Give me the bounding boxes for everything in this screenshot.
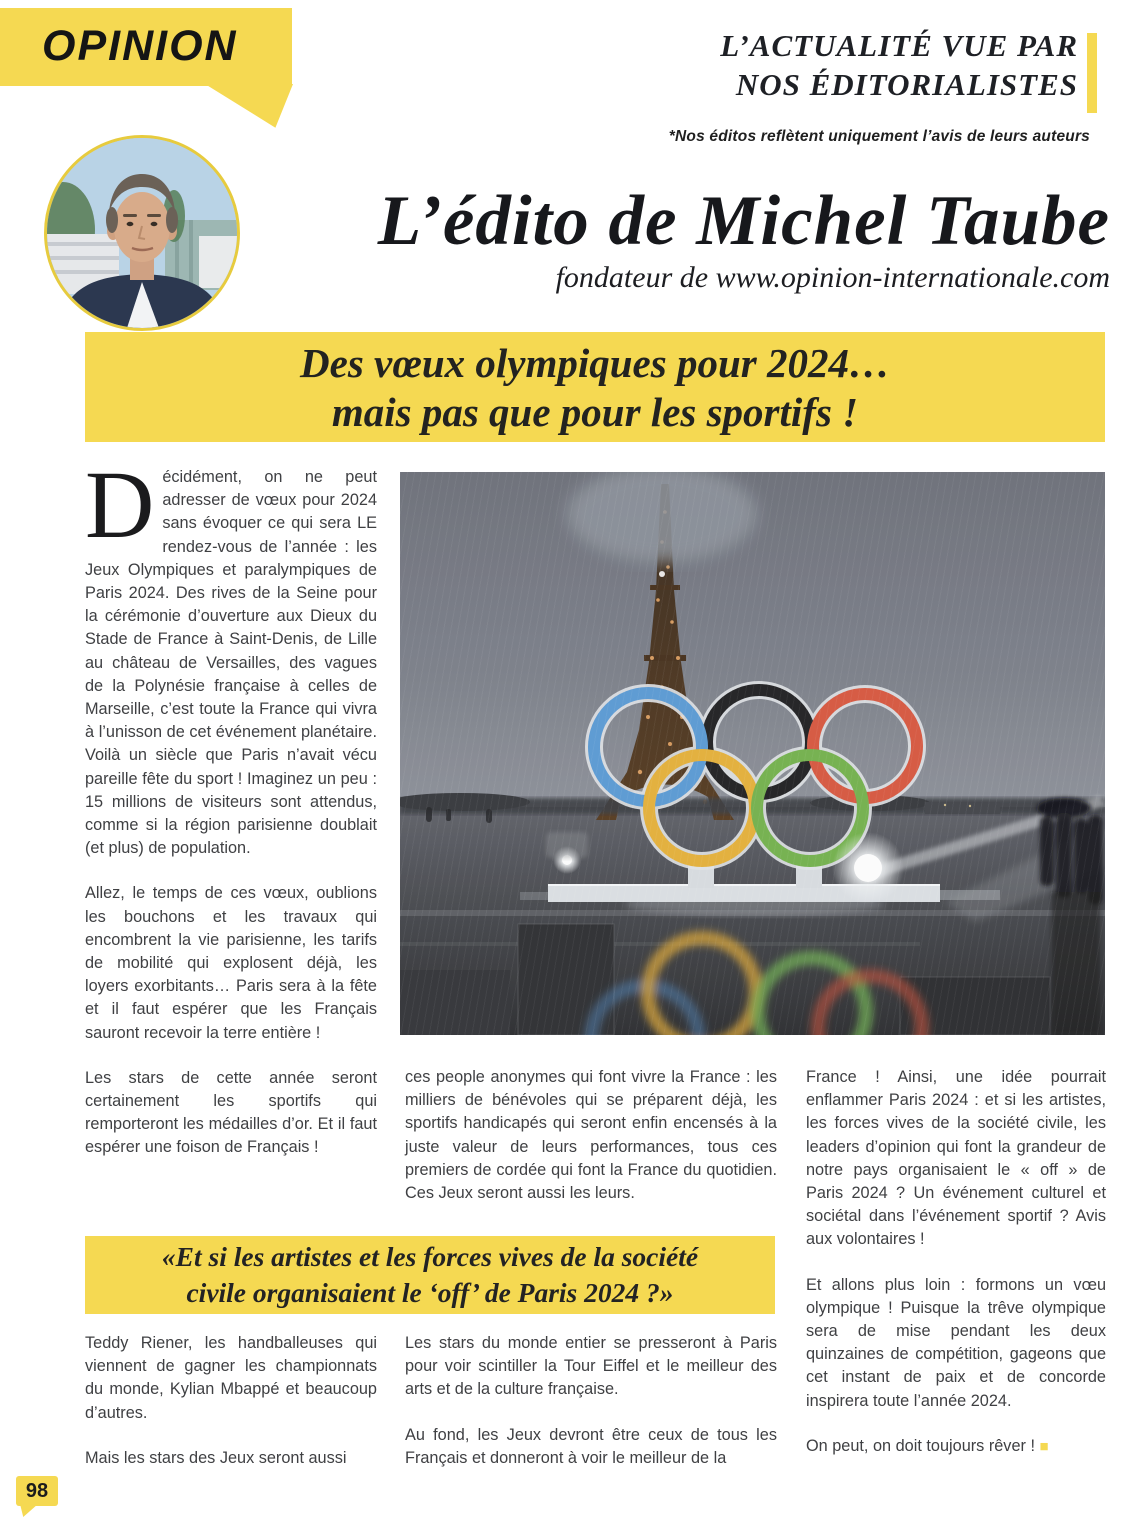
column-2-top [405,1066,777,1205]
paragraph: Teddy Riener, les handballeuses qui viennent de gagner les championnats du monde, Kylian Mbappé et beaucoup d’autres. [85,1334,377,1422]
pull-quote-line1: «Et si les artistes et les forces vives de la société [161,1241,699,1272]
paragraph: France ! Ainsi, une idée pourrait enflammer Paris 2024 : et si les artistes, les forces vives de la société civile, les leaders d’opinion qui font la grandeur de notre pays organisaient le « off » de Paris 2024 ? Un événement culturel et sociétal dans l’événement sportif ? Avis aux volontaires ! [806,1068,1106,1249]
page-title: L’édito de Michel Taube [377,182,1110,260]
column-2-bottom [405,1332,777,1470]
kicker [720,26,1078,104]
opinion-banner-tail [205,84,293,130]
section-label: OPINION [42,22,238,70]
kicker-line2: NOS ÉDITORIALISTES [735,67,1078,102]
paragraph: Allez, le temps de ces vœux, oublions les bouchons et les travaux qui encombrent la vie parisienne, les tarifs de mobilité qui explosent déjà, les loyers exorbitants… Paris sera à la fête et il faut espérer que les Français sauront recevoir la terre entière ! [85,884,377,1042]
paragraph: Au fond, les Jeux devront être ceux de tous les Français et donneront à voir le meilleur de la [405,1425,777,1467]
page-subtitle: fondateur de www.opinion-internationale.com [555,261,1110,294]
pull-quote [85,1236,775,1314]
end-of-article-mark: ■ [1039,1437,1049,1455]
paragraph: Les stars du monde entier se presseront à Paris pour voir scintiller la Tour Eiffel et le meilleur des arts et de la culture française. [405,1334,777,1399]
edito-title-block [230,184,1110,296]
column-1-top [85,451,377,1160]
column-1-bottom [85,1332,377,1470]
headline-line2: mais pas que pour les sportifs ! [331,389,859,435]
olympic-rings-photo-illustration [400,472,1105,1035]
page-number-badge-tail [20,1504,38,1517]
editorial-disclaimer: *Nos éditos reflètent uniquement l’avis de leurs auteurs [668,128,1090,145]
column-3 [806,1066,1106,1458]
paragraph: Mais les stars des Jeux seront aussi [85,1448,347,1467]
olympic-rings-photo [400,472,1105,1035]
pull-quote-line2: civile organisaient le ‘off’ de Paris 2024 ?» [186,1277,674,1308]
drop-cap: D [85,451,155,558]
page-number-badge: 98 [16,1476,58,1506]
article-headline [85,332,1105,442]
paragraph: Décidément, on ne peut adresser de vœux pour 2024 sans évoquer ce qui sera LE rendez-vous de l’année : les Jeux Olympiques et paralympiques de Paris 2024. Des rives de la Seine pour la cérémonie d’ouverture aux Dieux du Stade de France à Saint-Denis, de Lille au château de Versailles, des vagues de la Polynésie française à celles de Marseille, c’est toute la France qui vivra à l’unisson de cet événement planétaire. Voilà un siècle que Paris n’avait vécu pareille fête du sport ! Imaginez un peu : 15 millions de visiteurs sont attendus, comme si la région parisienne doublait (et plus) de population. [85,451,377,858]
author-portrait [44,135,240,331]
author-portrait-illustration [47,138,237,328]
kicker-accent-bar [1087,33,1097,113]
paragraph: On peut, on doit toujours rêver ! ■ [806,1436,1049,1455]
headline-line1: Des vœux olympiques pour 2024… [300,340,890,386]
kicker-line1: L’ACTUALITÉ VUE PAR [720,28,1078,63]
paragraph: Les stars de cette année seront certainement les sportifs qui remporteront les médailles d’or. Et il faut espérer une foison de Français ! [85,1068,377,1157]
paragraph: ces people anonymes qui font vivre la France : les milliers de bénévoles qui se préparent déjà, les sportifs handicapés qui seront enfin encensés à la juste valeur de leurs performances, tous ces premiers de cordée qui font la France du quotidien. Ces Jeux seront aussi les leurs. [405,1068,777,1203]
paragraph: Et allons plus loin : formons un vœu olympique ! Puisque la trêve olympique sera de mise pendant les deux quinzaines de compétition, gageons que cet instant de paix et de concorde inspirera toute l’année 2024. [806,1275,1106,1410]
